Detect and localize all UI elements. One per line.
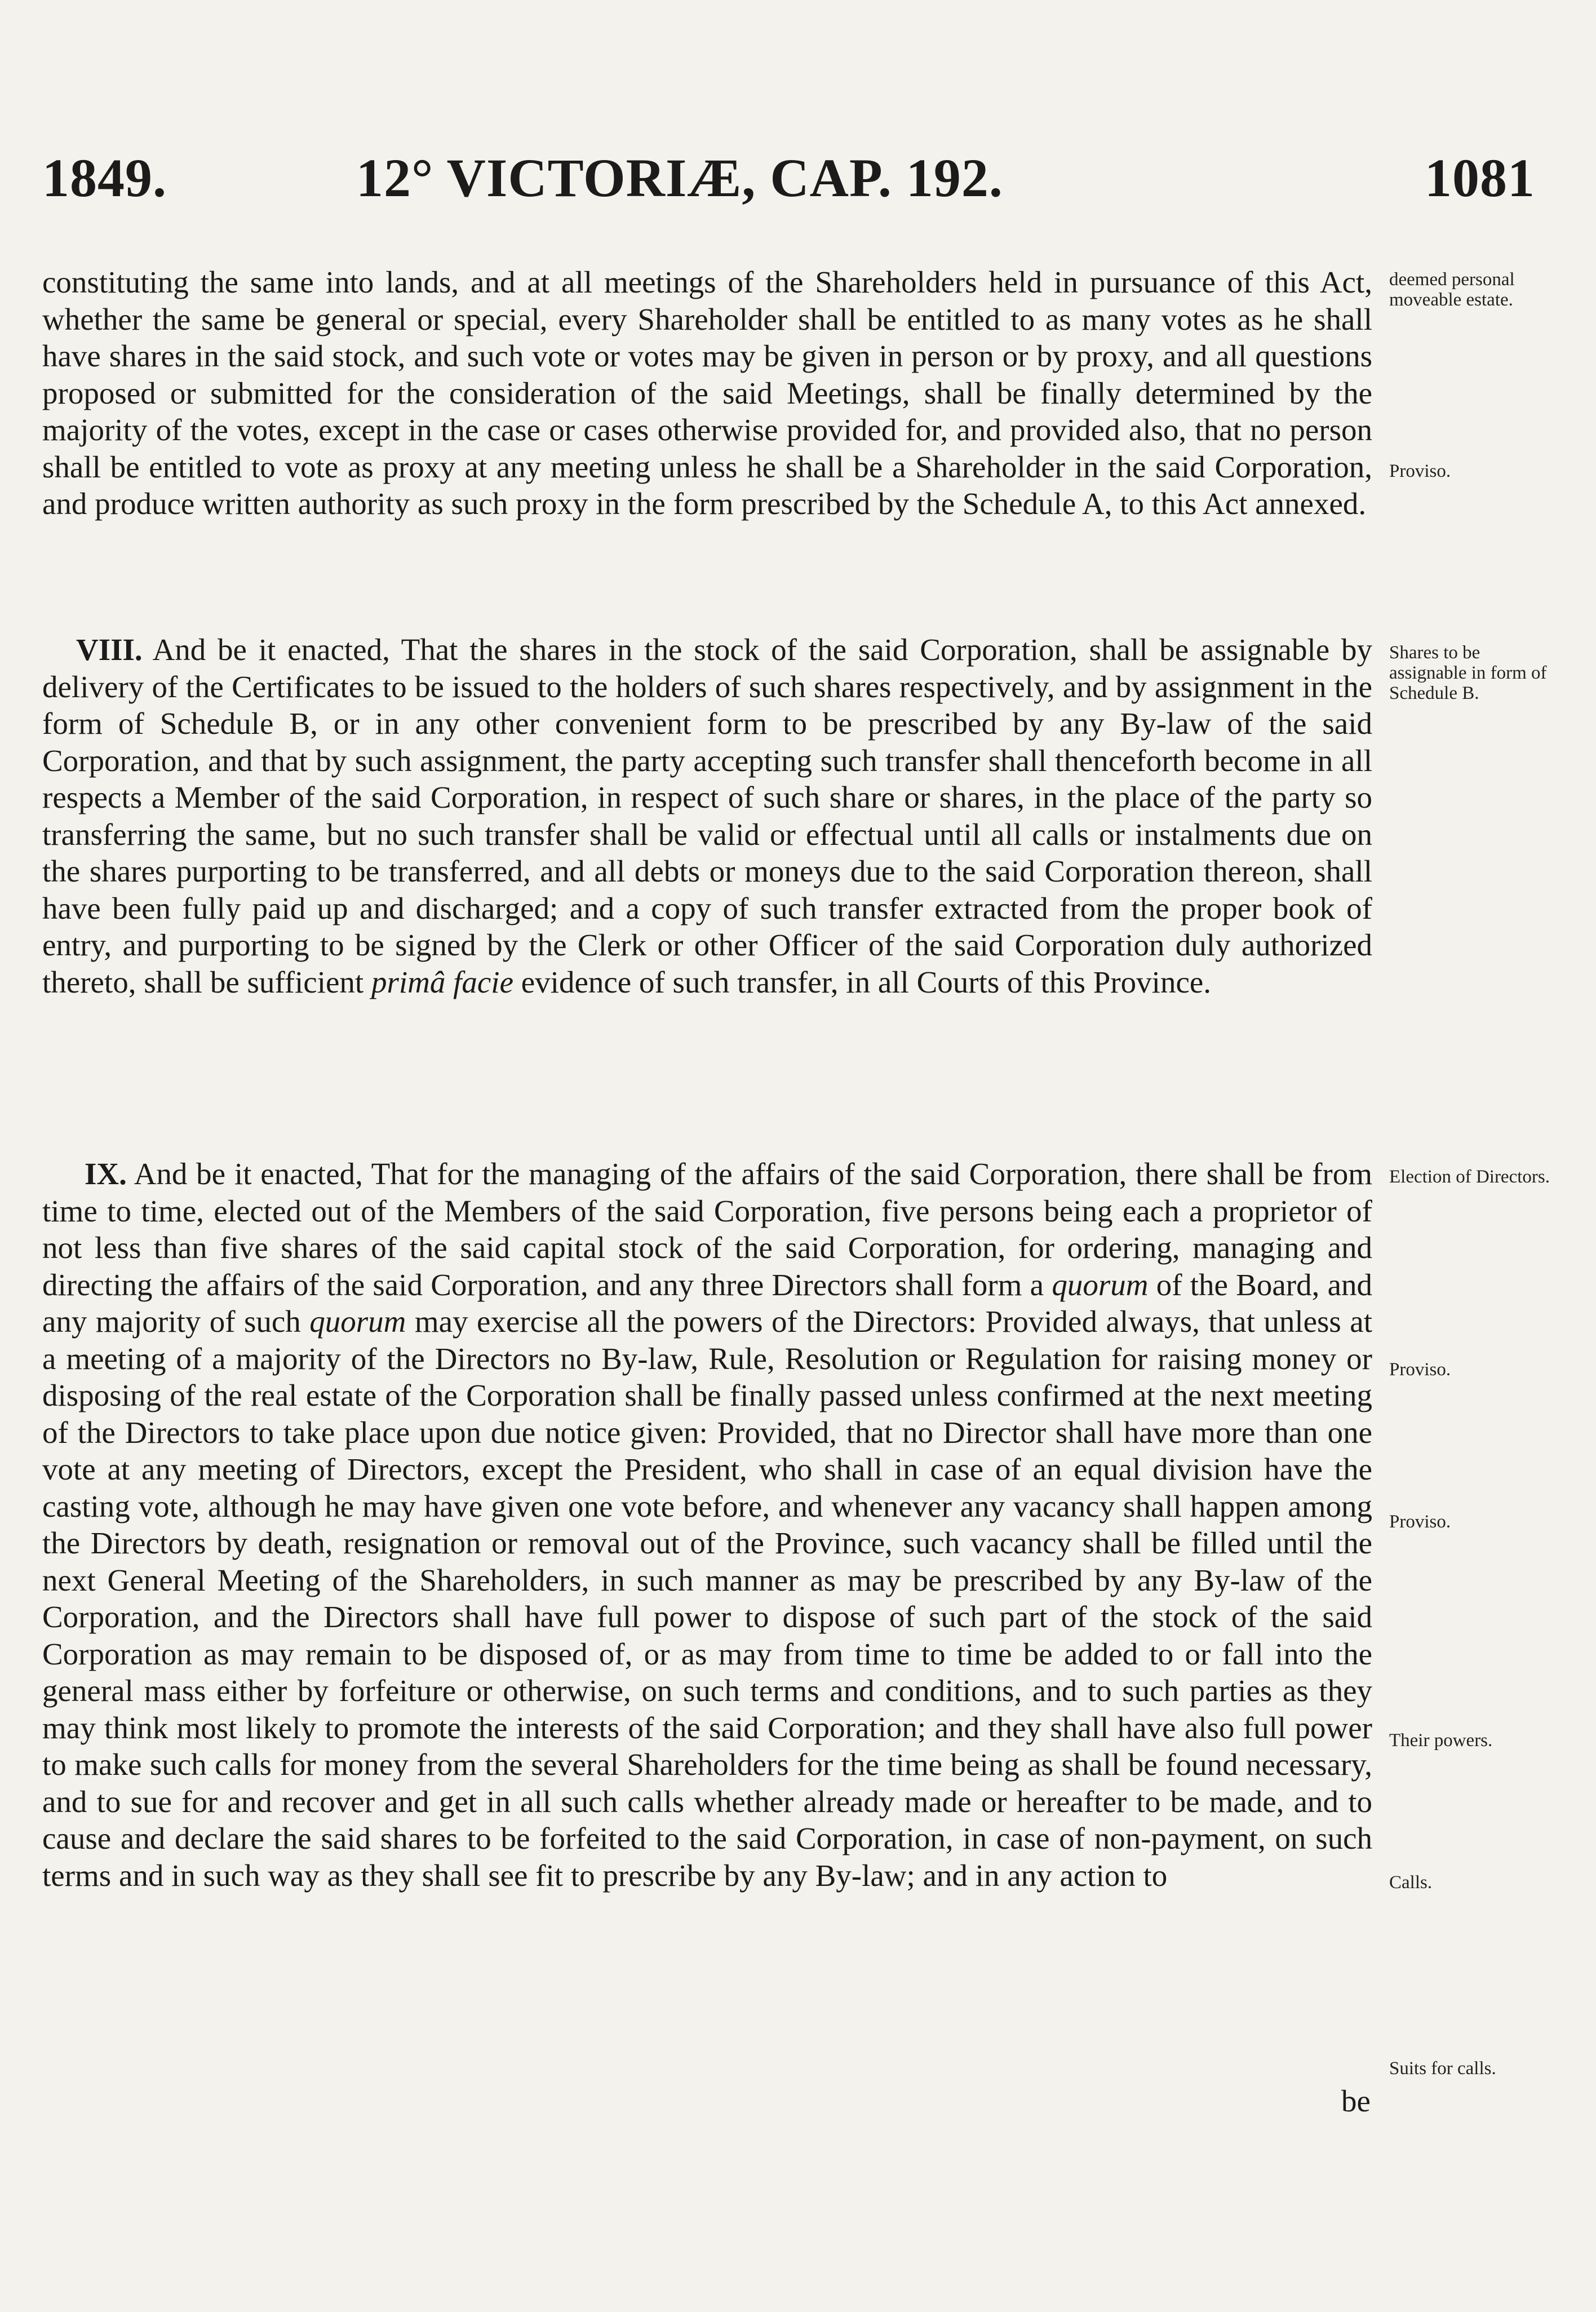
margin-note-calls: Calls. — [1389, 1872, 1433, 1893]
section-viii-text: And be it enacted, That the shares in the stock of the said Corporation, shall be assignable by delivery of the Certificates to be issued to the holders of such shares respectively, and by assignment in the form of Schedule B, or in any other convenient form to be prescribed by any By-law of the said Corporation, and that by such assignment, the party accepting such transfer shall thenceforth become in all respects a Member of the said Corporation, in respect of such share or shares, in the place of the party so transferring the same, but no such transfer shall be valid or effectual until all calls or instalments due on the shares purporting to be transferred, and all debts or moneys due to the said Corporation thereon, shall have been fully paid up and discharged; and a copy of such transfer extracted from the proper book of entry, and purporting to be signed by the Clerk or other Officer of the said Corporation duly authorized thereto, shall be sufficient — [42, 632, 1372, 999]
section-ix-text-2: of the Board, and any majority of such — [42, 1267, 1373, 1339]
section-ix-paragraph — [42, 1155, 1372, 1894]
margin-note-proviso-2: Proviso. — [1389, 1359, 1451, 1380]
margin-note-deemed-personal: deemed personal moveable estate. — [1389, 269, 1515, 310]
section-viii-italic: primâ facie — [371, 964, 513, 999]
header-title: 12° VICTORIÆ, CAP. 192. — [356, 148, 1003, 208]
section-viii-numeral: VIII. — [76, 632, 143, 667]
margin-note-proviso-3: Proviso. — [1389, 1512, 1451, 1532]
section-viii-paragraph — [42, 631, 1372, 1000]
continuation-paragraph: constituting the same into lands, and at all meetings of the Shareholders held in pursuance of this Act, whether the same be general or special, every Shareholder shall be entitled to as many votes as he shall have shares in the said stock, and such vote or votes may be given in person or by proxy, and all questions proposed or submitted for the consideration of the said Meetings, shall be finally determined by the majority of the votes, except in the case or cases otherwise provided for, and provided also, that no person shall be entitled to vote as proxy at any meeting unless he shall be a Shareholder in the said Corporation, and produce written authority as such proxy in the form prescribed by the Schedule A, to this Act annexed. — [42, 265, 1372, 521]
section-ix-italic-2: quorum — [309, 1304, 406, 1339]
margin-note-their-powers: Their powers. — [1389, 1730, 1493, 1751]
header-page-number: 1081 — [1425, 148, 1535, 208]
section-ix-italic-1: quorum — [1052, 1267, 1149, 1302]
section-ix-text-3: may exercise all the powers of the Directors: Provided always, that unless at a meeting of a majority of the Directors no By-law, Rule, Resolution or Regulation for raising money or disposing of the real estate of the Corporation shall be finally passed unless confirmed at the next meeting of the Directors to take place upon due notice given: Provided, that no Director shall have more than one vote at any meeting of Directors, except the President, who shall in case of an equal division have the casting vote, although he may have given one vote before, and whenever any vacancy shall happen among the Directors by death, resignation or removal out of the Province, such vacancy shall be filled until the next General Meeting of the Shareholders, in such manner as may be prescribed by any By-law of the Corporation, and the Directors shall have full power to dispose of such part of the stock of the said Corporation as may remain to be disposed of, or as may from time to time be added to or fall into the general mass either by forfeiture or otherwise, on such terms and conditions, and to such parties as they may think most likely to promote the interests of the said Corporation; and they shall have also full power to make such calls for money from the several Shareholders for the time being as shall be found necessary, and to sue for and recover and get in all such calls whether already made or hereafter to be made, and to cause and declare the said shares to be forfeited to the said Corporation, in case of non-payment, on such terms and in such way as they shall see fit to prescribe by any By-law; and in any action to — [42, 1304, 1372, 1893]
section-ix-text-1: And be it enacted, That for the managing of the affairs of the said Corporation, there shall be from time to time, elected out of the Members of the said Corporation, five persons being each a proprietor of not less than five shares of the said capital stock of the said Corporation, for ordering, managing and directing the affairs of the said Corporation, and any three Directors shall form a — [42, 1157, 1372, 1302]
section-viii-text-end: evidence of such transfer, in all Courts of this Province. — [521, 964, 1212, 999]
header-year: 1849. — [42, 148, 167, 208]
margin-note-shares-assignable: Shares to be assignable in form of Schedule B. — [1389, 643, 1547, 703]
margin-note-suits: Suits for calls. — [1389, 2058, 1496, 2079]
section-ix-numeral: IX. — [85, 1157, 127, 1191]
margin-note-proviso-1: Proviso. — [1389, 461, 1451, 481]
margin-note-election: Election of Directors. — [1389, 1167, 1550, 1187]
catchword: be — [1341, 2084, 1371, 2118]
